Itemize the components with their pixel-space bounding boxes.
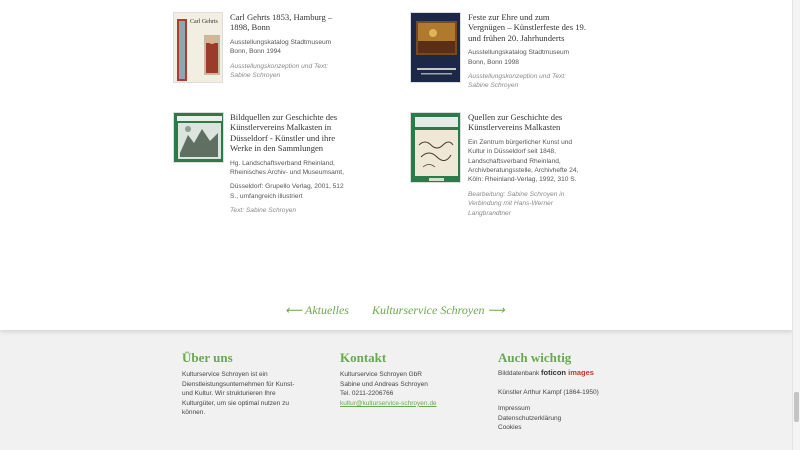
- foticon-logo-images: images: [568, 368, 594, 377]
- cover-bildquellen-image: [174, 113, 224, 163]
- publication-credit: Bearbeitung: Sabine Schroyen in Verbindung mit Hans-Werner Langbrandtner: [468, 190, 565, 217]
- impressum-link[interactable]: Impressum: [498, 405, 531, 413]
- foticon-logo-name: foticon: [541, 368, 567, 377]
- cover-quellen-image: [411, 113, 461, 183]
- footer-important-heading: Auch wichtig: [498, 350, 572, 365]
- footer-contact-block: [340, 370, 480, 408]
- publication-description: Ein Zentrum bürgerlicher Kunst und Kultur in Düsseldorf seit 1848, Landschaftsverband Rheinland, Archivberatungsstelle, Archivhefte 24, Köln: Rheinland-Verlag, 1992, 310 S.: [468, 138, 579, 184]
- publication-description: Ausstellungskatalog Stadtmuseum Bonn, Bonn 1998: [468, 49, 570, 66]
- publication-title[interactable]: Feste zur Ehre und zum Vergnügen – Künstlerfeste des 19. und frühen 20. Jahrhunderts: [468, 12, 586, 43]
- footer-contact-heading: Kontakt: [340, 350, 387, 365]
- cookies-link[interactable]: Cookies: [498, 424, 522, 432]
- scrollbar-thumb[interactable]: [794, 392, 799, 422]
- vertical-scrollbar[interactable]: [792, 0, 800, 450]
- cover-carl-gehrts[interactable]: [173, 12, 223, 83]
- publication-credit: Ausstellungskonzeption und Text: Sabine Schroyen: [230, 62, 328, 80]
- footer-about-text: Kulturservice Schroyen ist ein Dienstleistungsunternehmen für Kunst- und Kultur. Wir strukturieren Ihre Kulturgüter, um sie optimal nutzen zu können.: [182, 371, 295, 417]
- cover-feste-image: [411, 13, 461, 83]
- publication-credit: Ausstellungskonzeption und Text: Sabine Schroyen: [468, 73, 566, 90]
- cover-quellen[interactable]: [410, 112, 461, 183]
- footer-important-block: [498, 368, 638, 433]
- next-page-link[interactable]: Kulturservice Schroyen ⟶: [372, 303, 505, 317]
- datenschutz-link[interactable]: Datenschutzerklärung: [498, 414, 562, 422]
- cover-carl-gehrts-label: Carl Gehrts: [190, 19, 218, 25]
- foticon-logo[interactable]: [541, 368, 594, 377]
- publication-description: Hg. Landschaftsverband Rheinland, Rheinisches Archiv- und Museumsamt,: [230, 159, 344, 177]
- bilddatenbank-row[interactable]: [498, 368, 638, 379]
- publication-title[interactable]: Quellen zur Geschichte des Künstlervereins Malkasten: [468, 112, 563, 133]
- cover-bildquellen[interactable]: [173, 112, 224, 163]
- publication-1: [230, 12, 348, 80]
- kampf-link[interactable]: Künstler Arthur Kampf (1864-1950): [498, 388, 599, 396]
- publication-title[interactable]: Bildquellen zur Geschichte des Künstlervereins Malkasten in Düsseldorf - Künstler und ihre Werke in den Sammlungen: [230, 112, 338, 154]
- cover-feste[interactable]: [410, 12, 461, 83]
- bilddatenbank-label: Bilddatenbank: [498, 370, 540, 377]
- prev-page-link[interactable]: ⟵ Aktuelles: [285, 303, 349, 317]
- publication-3: [230, 112, 348, 216]
- footer-about-heading: Über uns: [182, 350, 233, 365]
- contact-names: Sabine und Andreas Schroyen: [340, 380, 428, 388]
- contact-email-link[interactable]: kultur@kulturservice-schroyen.de: [340, 399, 437, 407]
- publication-2: [468, 12, 586, 91]
- contact-company: Kulturservice Schroyen GbR: [340, 371, 423, 378]
- publication-credit: Text: Sabine Schroyen: [230, 207, 297, 215]
- publication-title[interactable]: Carl Gehrts 1853, Hamburg – 1898, Bonn: [230, 12, 333, 33]
- publication-description-2: Düsseldorf: Grupello Verlag, 2001, 512 S., umfangreich illustriert: [230, 183, 344, 200]
- contact-phone[interactable]: Tel. 0211-2206766: [340, 390, 394, 398]
- publication-description: Ausstellungskatalog Stadtmuseum Bonn, Bonn 1994: [230, 38, 332, 56]
- publication-4: [468, 112, 586, 218]
